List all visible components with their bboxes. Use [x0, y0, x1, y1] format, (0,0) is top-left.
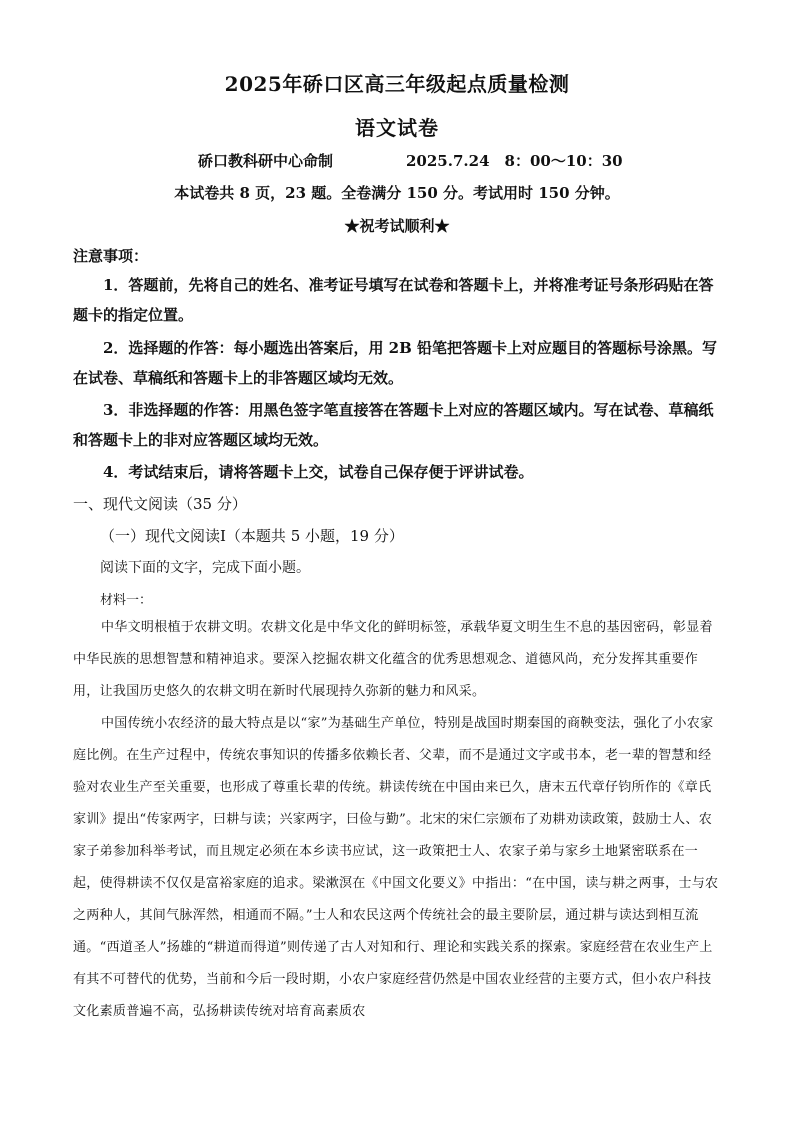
material-label: 材料一： [100, 593, 153, 608]
date-line: 2025.7.24 8：00～10：30 [406, 152, 623, 170]
subsection-heading: （一）现代文阅读Ⅰ（本题共 5 小题，19 分） [100, 527, 404, 545]
section-heading: 一、现代文阅读（35 分） [73, 495, 247, 513]
exam-summary: 本试卷共 8 页，23 题。全卷满分 150 分。考试用时 150 分钟。 [174, 184, 620, 202]
note-item-3: 3．非选择题的作答：用黑色签字笔直接答在答题卡上对应的答题区域内。写在试卷、草稿纸和答题卡上的非对应答题区域均无效。 [73, 401, 714, 449]
note-item-2: 2．选择题的作答：每小题选出答案后，用 2B 铅笔把答题卡上对应题目的答题标号涂黑。写在试卷、草稿纸和答题卡上的非答题区域均无效。 [73, 339, 718, 387]
author-line: 硚口教科研中心命制 [198, 152, 334, 170]
exam-subtitle: 语文试卷 [355, 116, 439, 140]
exam-title: 2025年硚口区高三年级起点质量检测 [224, 72, 570, 96]
note-item-4: 4．考试结束后，请将答题卡上交，试卷自己保存便于评讲试卷。 [103, 463, 534, 481]
good-luck-wish: ★祝考试顺利★ [344, 217, 450, 235]
note-item-1: 1．答题前，先将自己的姓名、准考证号填写在试卷和答题卡上，并将准考证号条形码贴在答题卡的指定位置。 [73, 276, 714, 324]
reading-instruction: 阅读下面的文字，完成下面小题。 [100, 560, 310, 576]
paragraph-1: 中华文明根植于农耕文明。农耕文化是中华文化的鲜明标签，承载华夏文明生生不息的基因密码，彰显着中华民族的思想智慧和精神追求。要深入挖掘农耕文化蕴含的优秀思想观念、道德风尚，充分发挥其重要作用，让我国历史悠久的农耕文明在新时代展现持久弥新的魅力和风采。 [73, 620, 713, 699]
paragraph-2: 中国传统小农经济的最大特点是以“家”为基础生产单位，特别是战国时期秦国的商鞅变法，强化了小农家庭比例。在生产过程中，传统农事知识的传播多依赖长者、父辈，而不是通过文字或书本，老一辈的智慧和经验对农业生产至关重要，也形成了尊重长辈的传统。耕读传统在中国由来已久，唐末五代章仔钧所作的《章氏家训》提出“传家两字，曰耕与读；兴家两字，曰俭与勤”。北宋的宋仁宗颁布了劝耕劝读政策，鼓励士人、农家子弟参加科举考试，而且规定必须在本乡读书应试，这一政策把士人、农家子弟与家乡土地紧密联系在一起，使得耕读不仅仅是富裕家庭的追求。梁漱溟在《中国文化要义》中指出：“在中国，读与耕之两事，士与农之两种人，其间气脉浑然，相通而不隔。”士人和农民这两个传统社会的最主要阶层，通过耕与读达到相互流通。“西道圣人”扬雄的“耕道而得道”则传递了古人对知和行、理论和实践关系的探索。家庭经营在农业生产上有其不可替代的优势，当前和今后一段时期，小农户家庭经营仍然是中国农业经营的主要方式，但小农户科技文化素质普遍不高，弘扬耕读传统对培育高素质农 [73, 716, 719, 1019]
notes-title: 注意事项： [73, 247, 149, 265]
